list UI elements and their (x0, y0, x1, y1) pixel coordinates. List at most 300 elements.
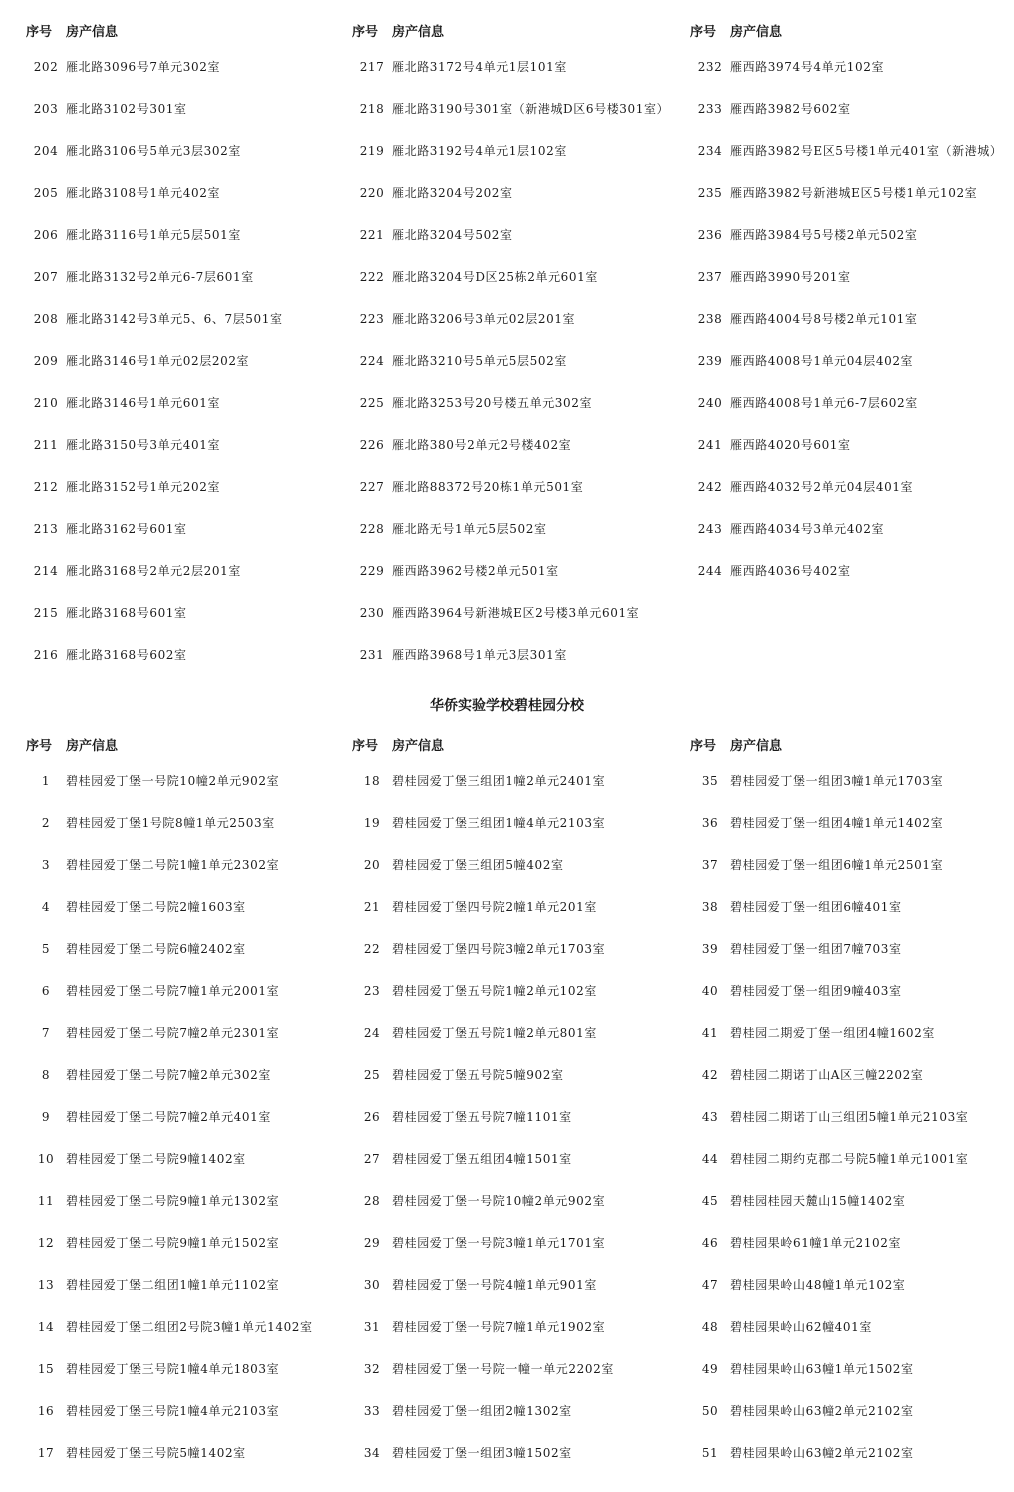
row-address: 雁北路无号1单元5层502室 (392, 522, 547, 536)
table-column (690, 16, 1012, 596)
header-info-label: 房产信息 (730, 739, 783, 754)
header-info-label: 房产信息 (66, 739, 119, 754)
row-index: 24 (363, 1026, 381, 1040)
row-address: 雁北路3116号1单元5层501室 (66, 228, 241, 242)
row-address: 碧桂园爱丁堡一组团6幢401室 (730, 900, 902, 914)
row-address: 碧桂园爱丁堡二号院7幢2单元302室 (66, 1068, 271, 1082)
row-index: 228 (359, 522, 385, 536)
table-row (690, 302, 1012, 344)
table-row (690, 890, 1012, 932)
row-address: 雁北路3210号5单元5层502室 (392, 354, 567, 368)
row-address: 雁西路3962号楼2单元501室 (392, 564, 559, 578)
row-index: 235 (697, 186, 723, 200)
row-address: 碧桂园爱丁堡一号院10幢2单元902室 (392, 1194, 606, 1208)
table-row (352, 260, 682, 302)
row-address: 碧桂园爱丁堡三号院1幢4单元1803室 (66, 1362, 280, 1376)
row-index: 233 (697, 102, 723, 116)
table-row (352, 932, 682, 974)
table-row (352, 1058, 682, 1100)
row-index: 45 (701, 1194, 719, 1208)
row-index: 17 (37, 1446, 55, 1460)
row-index: 14 (37, 1320, 55, 1334)
row-index: 32 (363, 1362, 381, 1376)
row-address: 雁北路3150号3单元401室 (66, 438, 221, 452)
row-address: 雁北路88372号20栋1单元501室 (392, 480, 584, 494)
header-index-label: 序号 (690, 25, 717, 40)
row-address: 碧桂园爱丁堡二号院7幢1单元2001室 (66, 984, 280, 998)
row-index: 1 (41, 774, 51, 788)
row-index: 242 (697, 480, 723, 494)
row-address: 碧桂园爱丁堡四号院3幢2单元1703室 (392, 942, 606, 956)
table-row (690, 218, 1012, 260)
row-address: 碧桂园爱丁堡一号院10幢2单元902室 (66, 774, 280, 788)
row-address: 雁北路3146号1单元601室 (66, 396, 221, 410)
row-index: 231 (359, 648, 385, 662)
row-index: 227 (359, 480, 385, 494)
row-index: 206 (33, 228, 59, 242)
row-address: 雁北路3253号20号楼五单元302室 (392, 396, 593, 410)
row-address: 雁北路3102号301室 (66, 102, 187, 116)
row-index: 205 (33, 186, 59, 200)
table-row (26, 50, 346, 92)
header-info-label: 房产信息 (66, 25, 119, 40)
table-row (352, 344, 682, 386)
table-row (352, 50, 682, 92)
row-address: 碧桂园爱丁堡二号院1幢1单元2302室 (66, 858, 280, 872)
table-row (26, 512, 346, 554)
row-index: 220 (359, 186, 385, 200)
row-address: 雁北路3204号502室 (392, 228, 513, 242)
row-address: 碧桂园爱丁堡二号院2幢1603室 (66, 900, 246, 914)
table-row (690, 1100, 1012, 1142)
row-address: 雁北路3204号D区25栋2单元601室 (392, 270, 598, 284)
row-address: 雁北路3172号4单元1层101室 (392, 60, 567, 74)
row-address: 碧桂园爱丁堡一号院4幢1单元901室 (392, 1278, 597, 1292)
row-index: 4 (41, 900, 51, 914)
table-row (352, 974, 682, 1016)
table-row (690, 1268, 1012, 1310)
row-index: 12 (37, 1236, 55, 1250)
table-row (26, 638, 346, 680)
row-address: 雁西路4032号2单元04层401室 (730, 480, 914, 494)
row-index: 35 (701, 774, 719, 788)
table-row (690, 764, 1012, 806)
row-index: 8 (41, 1068, 51, 1082)
row-address: 雁西路3982号新港城E区5号楼1单元102室 (730, 186, 978, 200)
row-address: 雁北路3146号1单元02层202室 (66, 354, 250, 368)
row-index: 234 (697, 144, 723, 158)
row-address: 雁西路4004号8号楼2单元101室 (730, 312, 918, 326)
header-index-label: 序号 (26, 739, 53, 754)
table-header (690, 16, 1012, 50)
row-index: 43 (701, 1110, 719, 1124)
row-index: 226 (359, 438, 385, 452)
header-index-label: 序号 (352, 25, 379, 40)
table-row (352, 1268, 682, 1310)
row-address: 雁北路3190号301室（新港城D区6号楼301室） (392, 102, 670, 116)
table-row (352, 764, 682, 806)
row-index: 34 (363, 1446, 381, 1460)
row-address: 碧桂园爱丁堡一号院3幢1单元1701室 (392, 1236, 606, 1250)
row-address: 雁西路3982号602室 (730, 102, 851, 116)
table-row (690, 1058, 1012, 1100)
row-address: 雁北路3096号7单元302室 (66, 60, 221, 74)
row-address: 雁西路3982号E区5号楼1单元401室（新港城） (730, 144, 1003, 158)
table-row (352, 1436, 682, 1478)
row-index: 219 (359, 144, 385, 158)
table-row (352, 1100, 682, 1142)
row-index: 217 (359, 60, 385, 74)
row-address: 碧桂园爱丁堡五号院1幢2单元102室 (392, 984, 597, 998)
table-column (352, 16, 682, 680)
table-row (26, 1394, 346, 1436)
row-index: 237 (697, 270, 723, 284)
table-row (26, 1100, 346, 1142)
table-row (26, 1310, 346, 1352)
table-column (26, 730, 346, 1478)
table-row (690, 932, 1012, 974)
row-index: 50 (701, 1404, 719, 1418)
row-address: 雁北路3168号602室 (66, 648, 187, 662)
table-row (26, 1436, 346, 1478)
row-address: 雁北路3162号601室 (66, 522, 187, 536)
table-row (26, 428, 346, 470)
table-header (352, 16, 682, 50)
table-row (690, 260, 1012, 302)
row-index: 47 (701, 1278, 719, 1292)
table-row (26, 1016, 346, 1058)
table-header (690, 730, 1012, 764)
table-row (690, 554, 1012, 596)
table-column (26, 16, 346, 680)
row-index: 236 (697, 228, 723, 242)
table-row (26, 848, 346, 890)
row-index: 215 (33, 606, 59, 620)
table-row (690, 1310, 1012, 1352)
table-row (26, 1352, 346, 1394)
header-info-label: 房产信息 (392, 739, 445, 754)
table-row (690, 1394, 1012, 1436)
table-row (26, 386, 346, 428)
row-address: 碧桂园爱丁堡二组团2号院3幢1单元1402室 (66, 1320, 313, 1334)
table-row (352, 386, 682, 428)
table-row (352, 1394, 682, 1436)
row-index: 208 (33, 312, 59, 326)
table-row (26, 1058, 346, 1100)
table-row (352, 470, 682, 512)
row-index: 16 (37, 1404, 55, 1418)
header-index-label: 序号 (26, 25, 53, 40)
table-row (352, 638, 682, 680)
row-index: 244 (697, 564, 723, 578)
row-address: 碧桂园爱丁堡一组团6幢1单元2501室 (730, 858, 944, 872)
row-address: 碧桂园果岭山63幢1单元1502室 (730, 1362, 914, 1376)
row-index: 2 (41, 816, 51, 830)
row-address: 碧桂园爱丁堡二号院9幢1单元1502室 (66, 1236, 280, 1250)
row-address: 碧桂园爱丁堡三组团1幢4单元2103室 (392, 816, 606, 830)
table-row (690, 134, 1012, 176)
row-address: 碧桂园爱丁堡二号院9幢1单元1302室 (66, 1194, 280, 1208)
table-row (26, 1184, 346, 1226)
row-index: 19 (363, 816, 381, 830)
row-address: 雁西路4020号601室 (730, 438, 851, 452)
row-address: 雁北路3168号2单元2层201室 (66, 564, 241, 578)
row-index: 27 (363, 1152, 381, 1166)
section-2-title: 华侨实验学校碧桂园分校 (430, 698, 584, 714)
table-row (690, 1436, 1012, 1478)
row-index: 6 (41, 984, 51, 998)
row-index: 230 (359, 606, 385, 620)
row-index: 204 (33, 144, 59, 158)
row-address: 碧桂园果岭山63幢2单元2102室 (730, 1446, 914, 1460)
row-index: 49 (701, 1362, 719, 1376)
row-index: 22 (363, 942, 381, 956)
header-info-label: 房产信息 (392, 25, 445, 40)
row-index: 29 (363, 1236, 381, 1250)
row-index: 5 (41, 942, 51, 956)
table-row (690, 1352, 1012, 1394)
row-address: 碧桂园爱丁堡二号院6幢2402室 (66, 942, 246, 956)
table-header (352, 730, 682, 764)
table-row (690, 512, 1012, 554)
table-row (690, 428, 1012, 470)
header-index-label: 序号 (690, 739, 717, 754)
row-address: 碧桂园爱丁堡二号院9幢1402室 (66, 1152, 246, 1166)
row-index: 38 (701, 900, 719, 914)
row-index: 42 (701, 1068, 719, 1082)
row-index: 241 (697, 438, 723, 452)
row-address: 碧桂园爱丁堡二号院7幢2单元401室 (66, 1110, 271, 1124)
row-index: 223 (359, 312, 385, 326)
row-address: 碧桂园果岭山63幢2单元2102室 (730, 1404, 914, 1418)
row-index: 41 (701, 1026, 719, 1040)
row-index: 224 (359, 354, 385, 368)
row-address: 雁西路4008号1单元04层402室 (730, 354, 914, 368)
table-row (26, 134, 346, 176)
row-address: 碧桂园果岭山48幢1单元102室 (730, 1278, 906, 1292)
table-row (352, 428, 682, 470)
header-info-label: 房产信息 (730, 25, 783, 40)
table-row (352, 1142, 682, 1184)
table-row (352, 848, 682, 890)
table-row (690, 92, 1012, 134)
row-index: 207 (33, 270, 59, 284)
row-index: 36 (701, 816, 719, 830)
row-index: 40 (701, 984, 719, 998)
row-address: 碧桂园二期诺丁山A区三幢2202室 (730, 1068, 924, 1082)
row-index: 239 (697, 354, 723, 368)
row-index: 3 (41, 858, 51, 872)
table-row (352, 554, 682, 596)
row-address: 碧桂园爱丁堡三组团1幢2单元2401室 (392, 774, 606, 788)
table-row (26, 1226, 346, 1268)
row-index: 203 (33, 102, 59, 116)
row-index: 243 (697, 522, 723, 536)
table-header (26, 16, 346, 50)
table-row (352, 1352, 682, 1394)
row-index: 25 (363, 1068, 381, 1082)
table-row (352, 134, 682, 176)
row-address: 碧桂园果岭61幢1单元2102室 (730, 1236, 902, 1250)
table-row (26, 344, 346, 386)
row-index: 213 (33, 522, 59, 536)
table-row (26, 218, 346, 260)
row-address: 碧桂园桂园天麓山15幢1402室 (730, 1194, 906, 1208)
row-index: 225 (359, 396, 385, 410)
row-address: 碧桂园爱丁堡一号院7幢1单元1902室 (392, 1320, 606, 1334)
row-address: 碧桂园爱丁堡1号院8幢1单元2503室 (66, 816, 275, 830)
row-index: 218 (359, 102, 385, 116)
row-address: 雁北路3204号202室 (392, 186, 513, 200)
row-index: 31 (363, 1320, 381, 1334)
table-row (26, 1268, 346, 1310)
row-index: 15 (37, 1362, 55, 1376)
row-index: 51 (701, 1446, 719, 1460)
row-address: 碧桂园爱丁堡一组团4幢1单元1402室 (730, 816, 944, 830)
row-address: 碧桂园爱丁堡三号院5幢1402室 (66, 1446, 246, 1460)
table-row (690, 386, 1012, 428)
row-address: 碧桂园果岭山62幢401室 (730, 1320, 872, 1334)
table-row (352, 512, 682, 554)
row-index: 13 (37, 1278, 55, 1292)
row-address: 雁北路3108号1单元402室 (66, 186, 221, 200)
row-address: 雁西路4036号402室 (730, 564, 851, 578)
row-address: 碧桂园爱丁堡五组团4幢1501室 (392, 1152, 572, 1166)
row-address: 雁西路4008号1单元6-7层602室 (730, 396, 918, 410)
table-row (352, 806, 682, 848)
table-row (352, 218, 682, 260)
row-address: 碧桂园二期诺丁山三组团5幢1单元2103室 (730, 1110, 969, 1124)
row-address: 碧桂园爱丁堡二组团1幢1单元1102室 (66, 1278, 280, 1292)
table-row (26, 974, 346, 1016)
table-row (352, 1016, 682, 1058)
row-index: 28 (363, 1194, 381, 1208)
table-row (690, 470, 1012, 512)
row-address: 碧桂园二期爱丁堡一组团4幢1602室 (730, 1026, 935, 1040)
row-index: 26 (363, 1110, 381, 1124)
row-index: 20 (363, 858, 381, 872)
row-index: 222 (359, 270, 385, 284)
table-row (690, 1184, 1012, 1226)
row-index: 21 (363, 900, 381, 914)
row-index: 214 (33, 564, 59, 578)
table-row (352, 176, 682, 218)
table-row (690, 344, 1012, 386)
table-row (26, 890, 346, 932)
row-index: 209 (33, 354, 59, 368)
row-index: 232 (697, 60, 723, 74)
row-address: 雁北路3206号3单元02层201室 (392, 312, 576, 326)
row-address: 雁西路3974号4单元102室 (730, 60, 885, 74)
row-address: 碧桂园爱丁堡二号院7幢2单元2301室 (66, 1026, 280, 1040)
row-address: 碧桂园爱丁堡一号院一幢一单元2202室 (392, 1362, 614, 1376)
row-address: 碧桂园爱丁堡三组团5幢402室 (392, 858, 564, 872)
row-address: 碧桂园爱丁堡三号院1幢4单元2103室 (66, 1404, 280, 1418)
table-column (352, 730, 682, 1478)
table-row (26, 176, 346, 218)
table-row (352, 596, 682, 638)
row-address: 雁西路3990号201室 (730, 270, 851, 284)
row-address: 雁北路380号2单元2号楼402室 (392, 438, 572, 452)
table-row (690, 806, 1012, 848)
row-index: 7 (41, 1026, 51, 1040)
row-index: 11 (37, 1194, 55, 1208)
table-row (26, 302, 346, 344)
row-address: 雁北路3132号2单元6-7层601室 (66, 270, 254, 284)
row-address: 雁北路3152号1单元202室 (66, 480, 221, 494)
row-address: 雁西路3984号5号楼2单元502室 (730, 228, 918, 242)
row-index: 37 (701, 858, 719, 872)
row-address: 雁西路4034号3单元402室 (730, 522, 885, 536)
row-address: 碧桂园爱丁堡一组团3幢1502室 (392, 1446, 572, 1460)
row-address: 雁北路3106号5单元3层302室 (66, 144, 241, 158)
table-row (26, 92, 346, 134)
table-row (26, 554, 346, 596)
row-address: 碧桂园爱丁堡五号院1幢2单元801室 (392, 1026, 597, 1040)
row-index: 9 (41, 1110, 51, 1124)
row-address: 雁北路3192号4单元1层102室 (392, 144, 567, 158)
table-row (26, 1142, 346, 1184)
row-address: 碧桂园二期约克郡二号院5幢1单元1001室 (730, 1152, 969, 1166)
row-index: 33 (363, 1404, 381, 1418)
table-row (690, 1016, 1012, 1058)
table-column (690, 730, 1012, 1478)
row-index: 211 (33, 438, 59, 452)
row-index: 210 (33, 396, 59, 410)
row-index: 202 (33, 60, 59, 74)
table-row (26, 932, 346, 974)
table-row (352, 890, 682, 932)
table-row (690, 848, 1012, 890)
row-address: 碧桂园爱丁堡一组团9幢403室 (730, 984, 902, 998)
row-address: 碧桂园爱丁堡五号院5幢902室 (392, 1068, 564, 1082)
table-row (26, 596, 346, 638)
row-address: 碧桂园爱丁堡五号院7幢1101室 (392, 1110, 572, 1124)
table-row (690, 1142, 1012, 1184)
row-index: 216 (33, 648, 59, 662)
row-index: 46 (701, 1236, 719, 1250)
row-address: 雁北路3168号601室 (66, 606, 187, 620)
row-address: 碧桂园爱丁堡一组团3幢1单元1703室 (730, 774, 944, 788)
row-address: 雁西路3964号新港城E区2号楼3单元601室 (392, 606, 640, 620)
row-index: 18 (363, 774, 381, 788)
row-address: 碧桂园爱丁堡四号院2幢1单元201室 (392, 900, 597, 914)
row-index: 39 (701, 942, 719, 956)
row-index: 44 (701, 1152, 719, 1166)
row-index: 10 (37, 1152, 55, 1166)
row-address: 碧桂园爱丁堡一组团2幢1302室 (392, 1404, 572, 1418)
row-index: 48 (701, 1320, 719, 1334)
table-row (26, 260, 346, 302)
row-address: 雁西路3968号1单元3层301室 (392, 648, 567, 662)
table-row (26, 764, 346, 806)
row-index: 221 (359, 228, 385, 242)
row-index: 229 (359, 564, 385, 578)
table-row (352, 92, 682, 134)
row-index: 30 (363, 1278, 381, 1292)
table-row (26, 806, 346, 848)
row-address: 雁北路3142号3单元5、6、7层501室 (66, 312, 283, 326)
table-row (352, 302, 682, 344)
row-index: 212 (33, 480, 59, 494)
table-header (26, 730, 346, 764)
table-row (690, 176, 1012, 218)
table-row (352, 1184, 682, 1226)
header-index-label: 序号 (352, 739, 379, 754)
table-row (26, 470, 346, 512)
table-row (690, 50, 1012, 92)
table-row (352, 1310, 682, 1352)
